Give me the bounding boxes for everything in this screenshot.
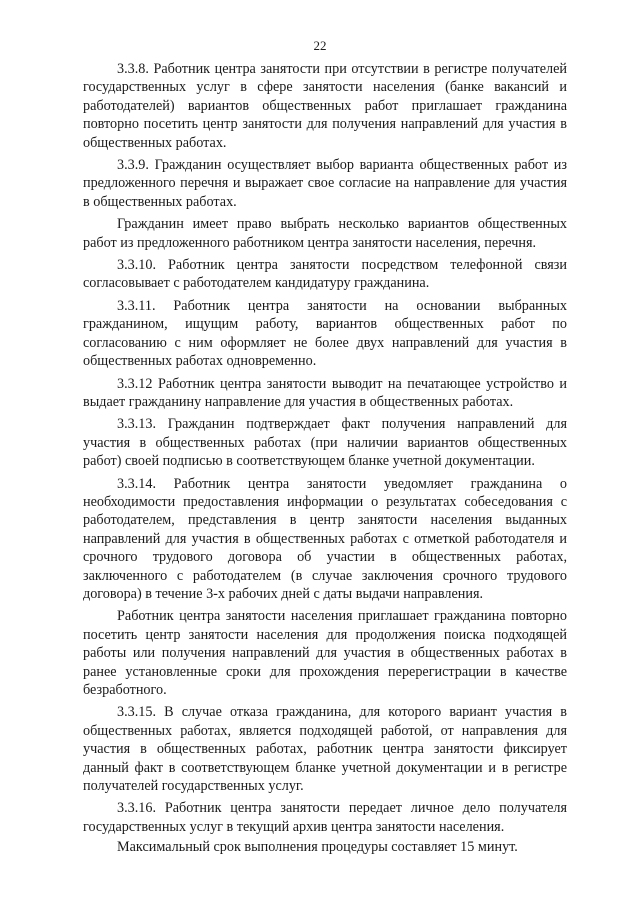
page-number: 22	[313, 38, 327, 53]
paragraph-reinvite: Работник центра занятости населения приглашает гражданина повторно посетить центр занятости населения для продолжения поиска подходящей работы или получения направлений для участия в общественных работах в ранее установленные сроки для прохождения перерегистрации в качестве безработного.	[83, 608, 567, 698]
paragraph-3-3-9: 3.3.9. Гражданин осуществляет выбор варианта общественных работ из предложенного перечня и выражает свое согласие на направление для участия в общественных работах.	[83, 157, 567, 210]
paragraph-max-time: Максимальный срок выполнения процедуры составляет 15 минут.	[117, 839, 518, 856]
paragraph-3-3-16: 3.3.16. Работник центра занятости передает личное дело получателя государственных услуг в текущий архив центра занятости населения.	[83, 800, 567, 835]
paragraph-3-3-14: 3.3.14. Работник центра занятости уведомляет гражданина о необходимости предоставления информации о результатах собеседования с работодателем, представления в центр занятости населения выданных направлений для участия в общественных работах с отметкой работодателя и срочного трудового договора об участии в общественных работах, заключенного с работодателем (в случае заключения срочного трудового договора) в течение 3-х рабочих дней с даты выдачи направления.	[83, 475, 567, 602]
paragraph-3-3-15: 3.3.15. В случае отказа гражданина, для которого вариант участия в общественных работах, является подходящей работой, от направления для участия в общественных работах, работник центра занятости фиксирует данный факт в соответствующем бланке учетной документации и в регистре получателей государственных услуг.	[83, 704, 567, 795]
paragraph-3-3-11: 3.3.11. Работник центра занятости на основании выбранных гражданином, ищущим работу, вариантов общественных работ по согласованию с ним оформляет не более двух направлений для участия в общественных работах одновременно.	[83, 297, 567, 370]
paragraph-3-3-10: 3.3.10. Работник центра занятости посредством телефонной связи согласовывает с работодателем кандидатуру гражданина.	[83, 257, 567, 292]
paragraph-choice-right: Гражданин имеет право выбрать несколько вариантов общественных работ из предложенного работником центра занятости населения, перечня.	[83, 216, 567, 251]
paragraph-3-3-8: 3.3.8. Работник центра занятости при отсутствии в регистре получателей государственных услуг в сфере занятости населения (банке вакансий и работодателей) вариантов общественных работ приглашает гражданина повторно посетить центр занятости для получения направлений для участия в общественных работах.	[83, 61, 567, 151]
document-body	[83, 60, 567, 861]
paragraph-3-3-13: 3.3.13. Гражданин подтверждает факт получения направлений для участия в общественных работах (при наличии вариантов общественных работ) своей подписью в соответствующем бланке учетной документации.	[83, 416, 567, 470]
paragraph-3-3-12: 3.3.12 Работник центра занятости выводит на печатающее устройство и выдает гражданину направление для участия в общественных работах.	[83, 375, 567, 410]
